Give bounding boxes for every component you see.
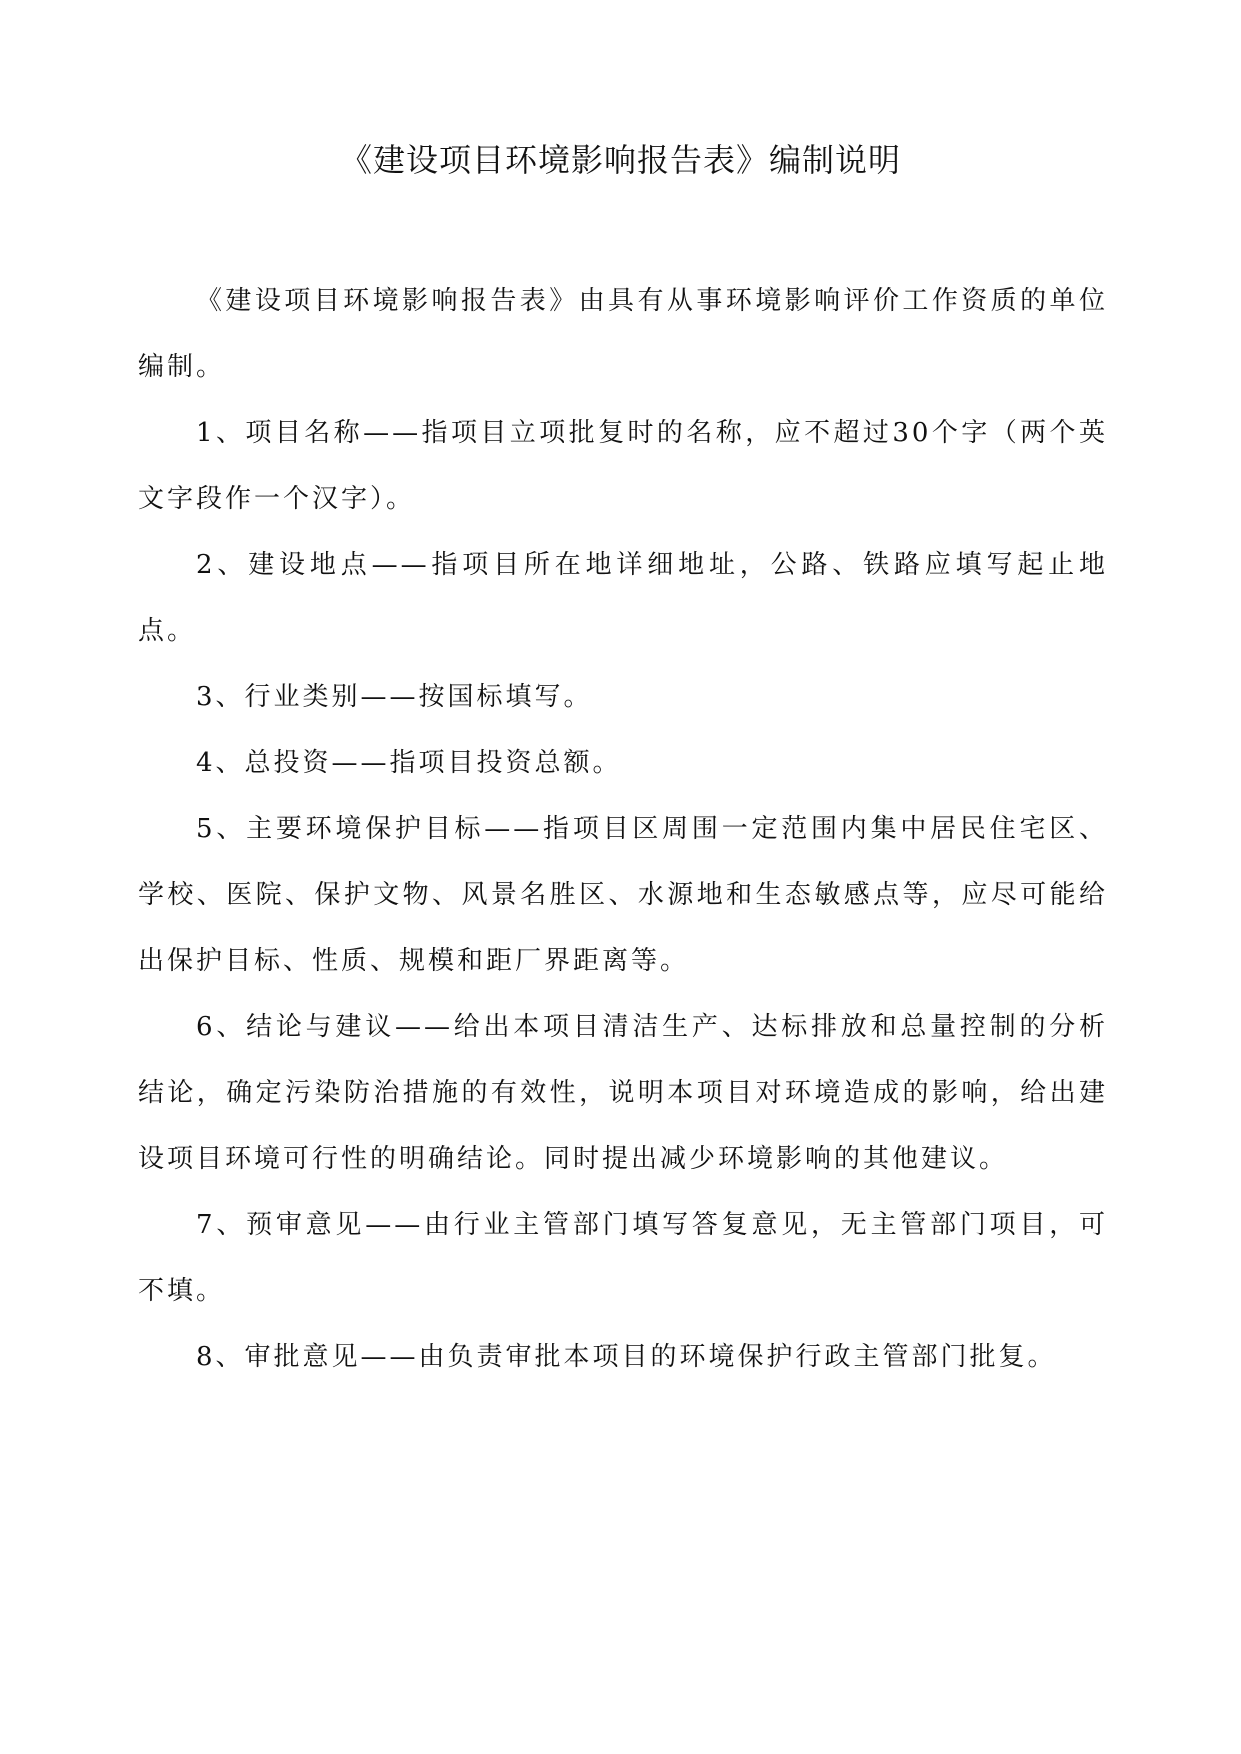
item-total-investment: 4、总投资——指项目投资总额。 <box>196 748 622 778</box>
item-approval: 8、审批意见——由负责审批本项目的环境保护行政主管部门批复。 <box>196 1342 1057 1372</box>
item-pre-review: 7、预审意见——由行业主管部门填写答复意见，无主管部门项目，可不填。 <box>138 1210 1108 1306</box>
intro-paragraph: 《建设项目环境影响报告表》由具有从事环境影响评价工作资质的单位编制。 <box>138 286 1108 382</box>
item-industry-category: 3、行业类别——按国标填写。 <box>196 682 593 712</box>
item-protection-targets: 5、主要环境保护目标——指项目区周围一定范围内集中居民住宅区、学校、医院、保护文物、风景名胜区、水源地和生态敏感点等，应尽可能给出保护目标、性质、规模和距厂界距离等。 <box>138 814 1108 976</box>
document-title: 《建设项目环境影响报告表》编制说明 <box>339 141 901 179</box>
item-construction-site: 2、建设地点——指项目所在地详细地址，公路、铁路应填写起止地点。 <box>138 550 1108 646</box>
item-project-name: 1、项目名称——指项目立项批复时的名称，应不超过30个字（两个英文字段作一个汉字）。 <box>138 418 1108 514</box>
document-body <box>138 268 1108 1390</box>
item-conclusions: 6、结论与建议——给出本项目清洁生产、达标排放和总量控制的分析结论，确定污染防治措施的有效性，说明本项目对环境造成的影响，给出建设项目环境可行性的明确结论。同时提出减少环境影响的其他建议。 <box>138 1012 1108 1174</box>
